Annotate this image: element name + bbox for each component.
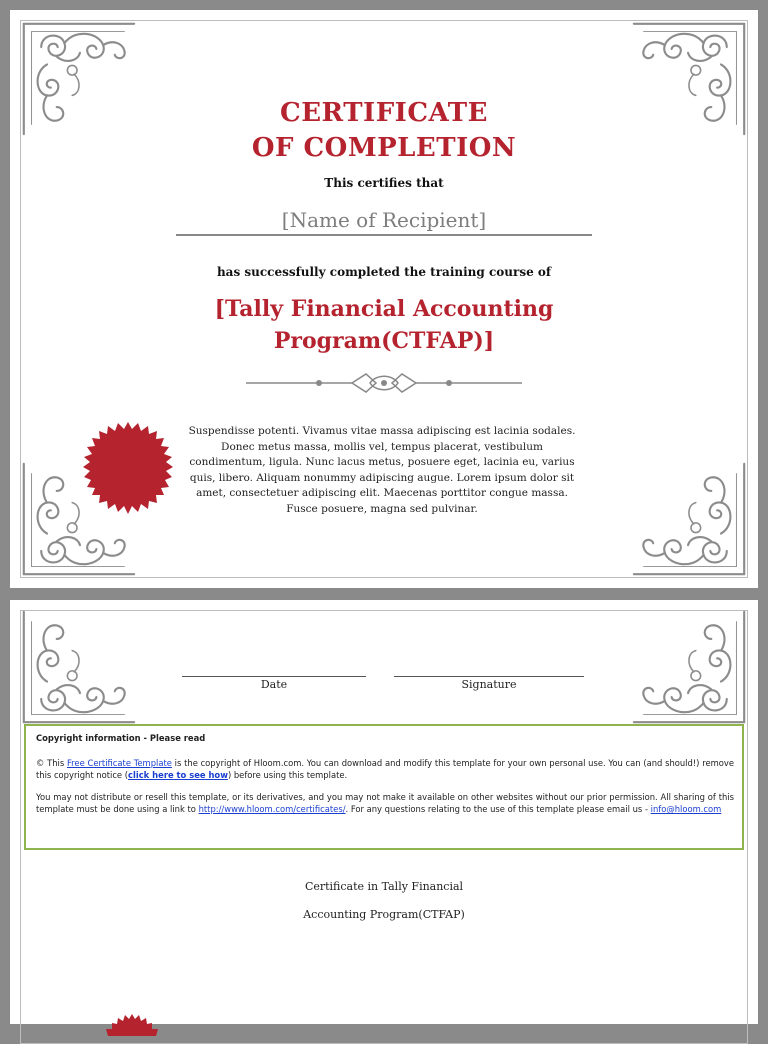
copyright-text: . For any questions relating to the use of this template please email us - <box>345 804 651 814</box>
certificate-page-2 <box>10 600 758 1024</box>
copyright-text: You may not distribute or resell this template, or its derivatives, and you may not make it available on other websites without our prior permission. All sharing of this template must be done using a link to <box>36 791 734 814</box>
copyright-heading: Copyright information - Please read <box>36 733 206 743</box>
copyright-paragraph-1 <box>36 757 734 782</box>
certifies-text: This certifies that <box>324 176 444 190</box>
certificate-title-line1: CERTIFICATE <box>280 98 488 128</box>
certificates-url-link[interactable]: http://www.hloom.com/certificates/ <box>198 804 346 814</box>
divider-ornament <box>244 370 524 396</box>
footer-course-line2: Accounting Program(CTFAP) <box>303 908 465 921</box>
completed-text: has successfully completed the training course of <box>216 265 552 279</box>
recipient-name[interactable]: [Name of Recipient] <box>281 208 487 232</box>
copyright-text: ) before using this template. <box>227 770 348 780</box>
see-how-link[interactable]: click here to see how <box>128 770 228 780</box>
footer-course-line1: Certificate in Tally Financial <box>304 880 464 893</box>
email-link[interactable]: info@hloom.com <box>650 804 722 814</box>
corner-ornament-bottom-right <box>630 460 750 580</box>
course-name-line1[interactable]: [Tally Financial Accounting <box>214 296 554 322</box>
copyright-paragraph-2 <box>36 791 734 816</box>
copyright-text: © This <box>36 757 67 768</box>
copyright-text: is the copyright of Hloom.com. You can download and modify this template for your own personal use. You can (and should!) remove this copyright notice ( <box>36 757 734 780</box>
signature-line <box>394 676 584 677</box>
signature-label: Signature <box>461 678 517 691</box>
corner-ornament-top-right-2 <box>630 608 750 728</box>
corner-ornament-top-left-2 <box>18 608 138 728</box>
copyright-notice <box>24 724 744 850</box>
red-seal-partial-icon <box>102 1012 162 1036</box>
red-seal-icon <box>78 420 178 520</box>
certificate-description: Suspendisse potenti. Vivamus vitae massa adipiscing est lacinia sodales. Donec metus massa, mollis vel, tempus placerat, vestibulum condimentum, ligula. Nunc lacus metus, posuere eget, lacinia eu, varius quis, libero. Aliquam nonummy adipiscing augue. Lorem ipsum dolor sit amet, consectetuer adipiscing elit. Maecenas porttitor congue massa. Fusce posuere, magna sed pulvinar. <box>188 425 576 515</box>
date-line <box>182 676 366 677</box>
date-label: Date <box>260 678 288 691</box>
free-template-link[interactable]: Free Certificate Template <box>66 757 172 768</box>
course-name-line2: Program(CTFAP)] <box>273 328 495 354</box>
certificate-page-1 <box>10 10 758 588</box>
recipient-underline <box>176 234 592 236</box>
certificate-title-line2: OF COMPLETION <box>251 133 517 163</box>
